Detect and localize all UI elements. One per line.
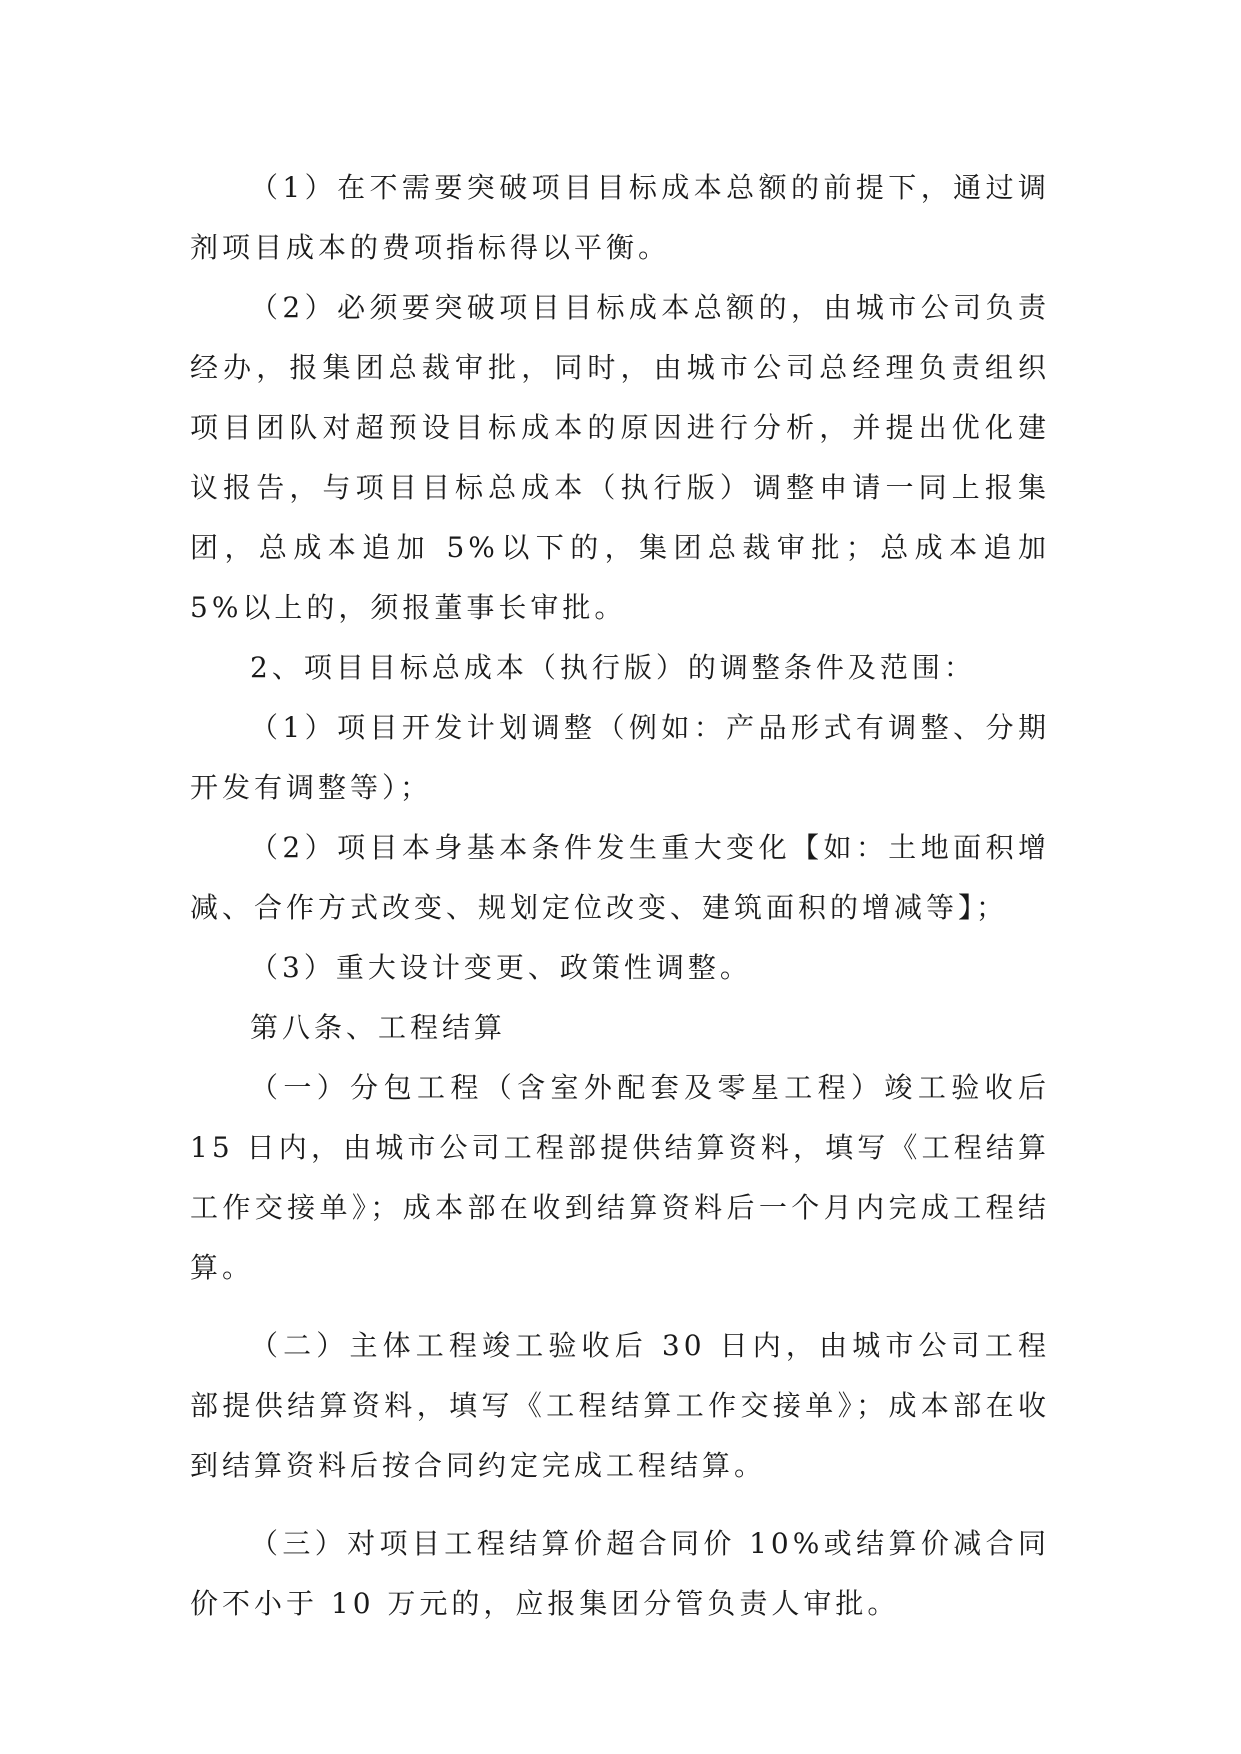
document-body bbox=[190, 158, 1050, 1634]
paragraph-1-2: （2）必须要突破项目目标成本总额的，由城市公司负责经办，报集团总裁审批，同时，由城市公司总经理负责组织项目团队对超预设目标成本的原因进行分析，并提出优化建议报告，与项目目标总成本（执行版）调整申请一同上报集团，总成本追加 5%以下的，集团总裁审批；总成本追加 5%以上的，须报董事长审批。 bbox=[190, 291, 1050, 624]
paragraph-8-2: （二）主体工程竣工验收后 30 日内，由城市公司工程部提供结算资料，填写《工程结算工作交接单》；成本部在收到结算资料后按合同约定完成工程结算。 bbox=[190, 1329, 1050, 1482]
paragraph-8-1: （一）分包工程（含室外配套及零星工程）竣工验收后 15 日内，由城市公司工程部提供结算资料，填写《工程结算工作交接单》；成本部在收到结算资料后一个月内完成工程结算。 bbox=[190, 1071, 1050, 1284]
paragraph-2-2: （2）项目本身基本条件发生重大变化【如：土地面积增减、合作方式改变、规划定位改变、建筑面积的增减等】； bbox=[190, 831, 1050, 924]
paragraph-1-1: （1）在不需要突破项目目标成本总额的前提下，通过调剂项目成本的费项指标得以平衡。 bbox=[190, 171, 1050, 264]
paragraph-section-2: 2、项目目标总成本（执行版）的调整条件及范围： bbox=[250, 651, 976, 684]
paragraph-8-3: （三）对项目工程结算价超合同价 10%或结算价减合同价不小于 10 万元的，应报集团分管负责人审批。 bbox=[190, 1527, 1050, 1620]
article-8-heading: 第八条、工程结算 bbox=[250, 1011, 507, 1044]
paragraph-2-3: （3）重大设计变更、政策性调整。 bbox=[250, 951, 752, 984]
paragraph-2-1: （1）项目开发计划调整（例如：产品形式有调整、分期开发有调整等）； bbox=[190, 711, 1050, 804]
